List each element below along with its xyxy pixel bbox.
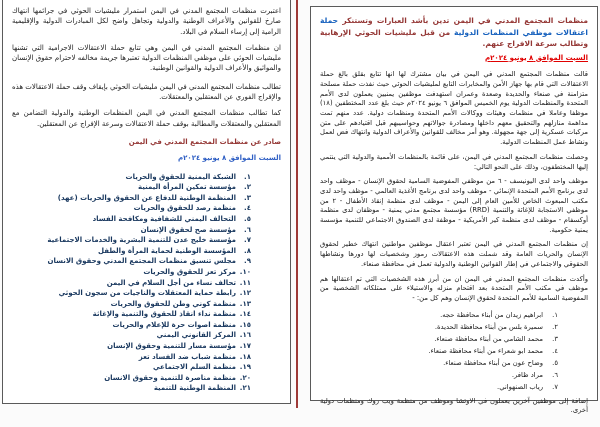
- list-item-number: ٩.: [244, 257, 251, 266]
- list-item-number: ١.: [552, 310, 558, 319]
- list-item-number: ١١.: [239, 278, 251, 287]
- list-item: [12, 299, 251, 310]
- paragraph: ان منظمات المجتمع المدني في اليمن وهي تتابع حملة الاعتقالات الاجرامية التي تشنها مليشيات الحوثي على موظفي المنظمات الدولية تعتبرها جريمة مخالفه لاحترام حقوق الإنسان والمواثيق والأعراف الدولية والقوانين الوطنية.: [12, 43, 281, 73]
- list-item-number: ٧.: [244, 236, 251, 245]
- list-item-text: مركز تعز للحقوق والحريات: [143, 267, 236, 276]
- page-1-content: [311, 7, 597, 427]
- paragraph: تطالب منظمات المجتمع المدني في اليمن مليشيات الحوثي بإيقاف وقف حملة الاعتقالات هذه والإفراج الفوري عن المعتقلين والمعتقلات.: [12, 82, 281, 102]
- list-item: [320, 345, 558, 357]
- list-item-text: وضاح عون من أبناء محافظة صنعاء.: [443, 358, 543, 367]
- paragraph: موظف واحد لدى اليونيسف - ٦ من موظفي المفوضية السامية لحقوق الإنسان - موظف واحد لدى برنامج الأمم المتحدة الإنمائي - موظف واحد لدى برنامج الأغذية العالمي - موظف واحد لدى مكتب المبعوث الخاص للأمين العام إلى اليمن - موظف لدى منظمة إنقاذ الأطفال - ٢ من موظفي الاستجابة للإغاثة والتنمية (RRD) مؤسسة مجتمع مدني يمنية - موظفان لدى منظمة أوكسفام - موظف لدى منظمة كير الأمريكية - موظفة لدى الصندوق الاجتماعي للتنمية مؤسسة يمنية حكومية.: [320, 177, 588, 234]
- list-item: [12, 256, 251, 267]
- document-page-1: [310, 6, 598, 415]
- list-item-text: منظمة رصد للحقوق والحريات: [133, 204, 236, 213]
- list-item-text: التحالف اليمني للشفافية ومكافحة الفساد: [92, 214, 236, 223]
- list-item: [12, 235, 251, 246]
- list-item-text: المركز القانوني اليمني: [156, 331, 236, 340]
- detainees-list: [320, 309, 588, 393]
- list-item: [12, 214, 251, 225]
- page-2-content: [3, 0, 290, 404]
- list-item: [320, 321, 558, 333]
- list-item-text: منظمة اصوات حرة للإعلام والحريات: [112, 320, 236, 329]
- list-item-text: ابراهيم زيدان من أبناء محافظة حجه.: [440, 310, 543, 319]
- list-item: [320, 381, 558, 393]
- list-item-number: ١٢.: [239, 289, 251, 298]
- signatory-organizations-list: [12, 172, 281, 394]
- title-text: منظمات المجتمع المدني في اليمن تدين بأشد العبارات وتستنكر: [338, 16, 588, 25]
- list-item: [12, 172, 251, 183]
- list-item-text: سميرة بلس من أبناء محافظة الحديدة.: [434, 322, 543, 331]
- statement-date: السبت الموافق ٨ يونيو ٢٠٢٤م: [485, 53, 588, 62]
- list-item-number: ٣.: [244, 193, 251, 202]
- list-item-number: ٨.: [244, 246, 251, 255]
- list-item-number: ١٩.: [239, 363, 251, 372]
- list-item: [12, 225, 251, 236]
- paragraph: وحصلت منظمات المجتمع المدني في اليمن، على قائمة بالمنظمات الأممية والدولية التي ينتمي إليها المختطفون، وذلك على النحو التالي:: [320, 152, 588, 171]
- list-item-text: منظمة السلم الاجتماعي: [152, 363, 236, 372]
- list-item-number: ١.: [244, 172, 251, 181]
- list-item-number: ٤.: [552, 346, 558, 355]
- list-item-text: مجلس تنسيق منظمات المجتمع المدني وحقوق الانسان: [47, 257, 236, 266]
- list-item-text: محمد ابو شعراء من أبناء محافظة صنعاء.: [428, 346, 543, 355]
- list-item-number: ٢١.: [239, 384, 251, 393]
- page-gap-divider-line: [296, 0, 298, 408]
- list-item: [12, 193, 251, 204]
- list-item-text: مراد ظافر.: [511, 370, 543, 379]
- list-item-text: مؤسسة مسار للتنمية وحقوق الإنسان: [107, 342, 236, 351]
- list-item-text: مؤسسة خليج عدن للتنمية البشرية والخدمات الاجتماعية: [47, 236, 236, 245]
- list-item-text: مؤسسة صح لحقوق الإنسان: [140, 225, 236, 234]
- list-item-text: منظمة شباب ضد الفساد تعز: [138, 352, 236, 361]
- list-item-text: المنظمة الوطنية للدفاع عن الحقوق والحريات (عهد): [57, 193, 236, 202]
- list-item-number: ٢.: [552, 322, 558, 331]
- list-item-number: ٢.: [244, 183, 251, 192]
- document-title: [320, 15, 588, 50]
- list-item-number: ٣.: [552, 334, 558, 343]
- paragraph: اعتبرت منظمات المجتمع المدني في اليمن استمرار مليشيات الحوثي في جرائمها انتهاك صارخ للقوانين والأعراف الوطنية والدولية وتجاهل واضح لكل المبادرات الدولية والإقليمية الرامية إلى إرساء السلام في البلاد.: [12, 7, 281, 36]
- list-item: [12, 341, 251, 352]
- list-item: [12, 288, 251, 299]
- paragraph: كما تطالب منظمات المجتمع المدني في اليمن المنظمات الوطنية والدولية التضامن مع المعتقلين والمعتقلات والمطالبة بوقف حملة الاعتقالات وسرعة الإفراج عن المعتقلين.: [12, 109, 281, 128]
- document-page-2: [2, 0, 291, 404]
- list-item: [320, 309, 558, 321]
- list-item: [320, 333, 558, 345]
- paragraph: قالت منظمات المجتمع المدني في اليمن في بيان مشترك لها انها تتابع بقلق بالغ حملة الاعتقالات التي قام بها جهاز الأمن والمخابرات التابع لمليشيات الحوثي حيث نفذت حملة مسلحة متزامنة في صنعاء والحديدة وصعدة وعمران استهدفت موظفين يمنيين يعملون لدى الأمم المتحدة والمنظمات الدولية يوم الخميس الموافق ٦ يونيو ٢٠٢٤م حيث بلغ عدد المختطفين (١٨) موظفا وعاملا في منظمات وهيئات ووكالات الأمم المتحدة ومنظمات دولية. عدد منهم تمت مداهمة منازلهم والتحقيق معهم داخلها ومصادرة جوالاتهم وحواسيبهم قبل اقتيادهم على متن مركبات عسكرية إلى جهة مجهولة. وهو أمر مخالف للقوانين والأعراف الدولية وانتهاك فض لعمل ونشاط عمل المنظمات الدولية.: [320, 70, 588, 147]
- list-item: [12, 182, 251, 193]
- list-item: [12, 352, 251, 363]
- list-item-number: ٥.: [552, 358, 558, 367]
- list-item-text: المنظمة الوطنية للتنمية: [153, 384, 236, 393]
- list-item: [12, 383, 251, 394]
- list-item-text: رياب الصنهواني.: [497, 382, 543, 391]
- list-item: [12, 246, 251, 257]
- title-text: من قبل مليشيات الحوثي الإرهابية وتطالب سرعة الافراج عنهم.: [320, 27, 588, 48]
- list-item-text: رابطة حماية المعتقلات والناجيات من سجون الحوثي: [58, 289, 236, 298]
- list-item-number: ٦.: [552, 370, 558, 379]
- list-item-text: منظمة نداء انقاذ للحقوق والتنمية والإغاثة: [92, 310, 236, 319]
- paragraph: إن منظمات المجتمع المدني في اليمن تعتبر اعتقال موظفين مواطنين انتهاك خطير لحقوق الإنسان والحريات العامة وقد شملت هذه الاعتقالات رموز وشخصيات لها دورها ونشاطها الحقوقي والاجتماعي في إطار القوانين الوطنية والدولية تعمل في محافظة صنعاء.: [320, 240, 588, 268]
- list-item: [12, 278, 251, 289]
- list-item: [12, 373, 251, 384]
- list-item-text: الشبكة اليمنية للحقوق والحريات: [125, 172, 236, 181]
- list-item-number: ٦.: [244, 225, 251, 234]
- list-item-number: ٤.: [244, 204, 251, 213]
- list-item-number: ١٣.: [239, 299, 251, 308]
- issued-date-line: السبت الموافق ٨ يونيو ٢٠٢٤م: [178, 154, 281, 163]
- list-item: [12, 309, 251, 320]
- list-item-number: ١٥.: [239, 320, 251, 329]
- closing-line: إضافة إلى موظفين آخرين يعملون في الاوتشا وموظف من منظمة ويب روك ومنظمات دولية أخرى.: [320, 396, 588, 415]
- list-item: [12, 330, 251, 341]
- list-item: [12, 362, 251, 373]
- paragraph: وأكدت منظمات المجتمع المدني في اليمن ان من أبرز هذه الشخصيات التي تم اعتقالها هم موظف في مكتب الأمم المتحدة بعد اقتحام منزله والاستيلاء على ممتلكاته الشخصية من المفوضية السامية للأمم المتحدة لحقوق الإنسان وهم كل من: -: [320, 274, 588, 302]
- list-item-number: ٥.: [244, 214, 251, 223]
- list-item: [12, 203, 251, 214]
- list-item-number: ١٠.: [239, 267, 251, 276]
- list-item-number: ١٧.: [239, 342, 251, 351]
- list-item-number: ١٦.: [239, 331, 251, 340]
- list-item: [12, 267, 251, 278]
- list-item-number: ٢٠.: [239, 373, 251, 382]
- issued-by-line: صادر عن منظمات المجتمع المدني في اليمن: [128, 137, 281, 146]
- list-item-text: تحالف نساء من أجل السلام في اليمن: [106, 278, 236, 287]
- list-item: [320, 369, 558, 381]
- list-item-number: ١٨.: [239, 352, 251, 361]
- list-item-text: محمد الشامي من أبناء محافظة صنعاء.: [434, 334, 543, 343]
- list-item: [320, 357, 558, 369]
- list-item: [12, 320, 251, 331]
- list-item-number: ٧.: [552, 382, 558, 391]
- list-item-text: منظمة كوني وطن للحقوق والحريات: [110, 299, 236, 308]
- title-highlight-text: حملة اعتقالات موظفي المنظمات الدولية: [320, 16, 588, 37]
- list-item-number: ١٤.: [239, 310, 251, 319]
- list-item-text: منظمة مناصرة للتنمية وحقوق الانسان: [104, 373, 236, 382]
- list-item-text: مؤسسة تمكين المرأة اليمنية: [138, 183, 236, 192]
- list-item-text: المؤسسة الوطنية لحماية المرأة والطفل: [97, 246, 236, 255]
